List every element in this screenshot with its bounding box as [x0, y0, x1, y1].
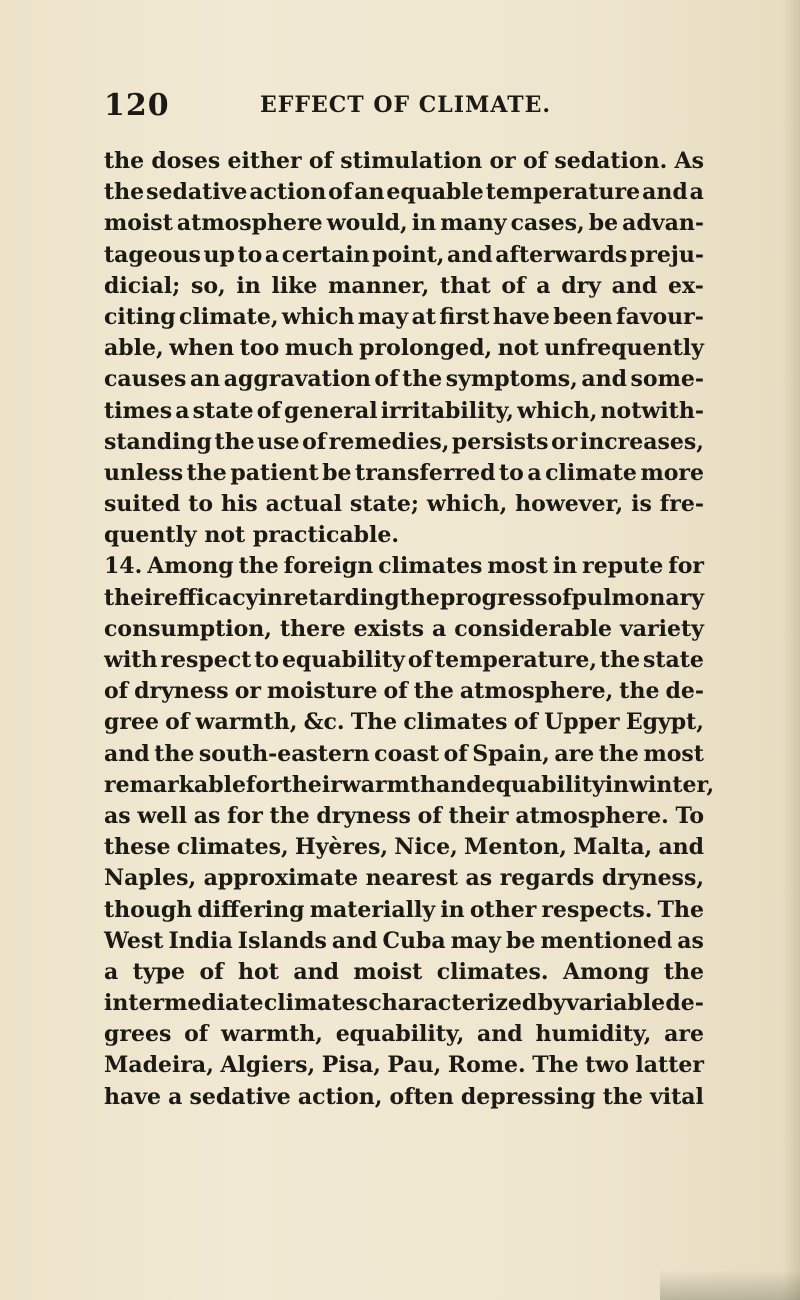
running-head: EFFECT OF CLIMATE.: [260, 92, 552, 118]
text-line: Naples, approximate nearest as regards dryness,: [104, 865, 704, 892]
text-line: West India Islands and Cuba may be mentioned as: [104, 927, 704, 954]
page-number: 120: [104, 88, 170, 123]
text-line: intermediate climates characterized by variable de-: [104, 990, 704, 1017]
page-edge-shadow: [782, 0, 800, 1300]
text-line: causes an aggravation of the symptoms, and some-: [104, 366, 704, 393]
text-line: consumption, there exists a considerable variety: [104, 615, 704, 642]
text-line: times a state of general irritability, which, notwith-: [104, 397, 704, 424]
text-line: suited to his actual state; which, however, is fre-: [104, 491, 704, 518]
page-corner-shadow: [660, 1270, 800, 1300]
text-line: remarkable for their warmth and equability in winter,: [104, 771, 715, 798]
text-line: though differing materially in other respects. The: [104, 896, 704, 923]
text-line: of dryness or moisture of the atmosphere, the de-: [104, 678, 704, 705]
text-line: grees of warmth, equability, and humidity, are: [104, 1021, 704, 1048]
text-line: 14. Among the foreign climates most in repute for: [104, 553, 704, 580]
text-line: these climates, Hyères, Nice, Menton, Malta, and: [104, 834, 704, 861]
text-line: able, when too much prolonged, not unfrequently: [104, 335, 704, 362]
text-line: unless the patient be transferred to a climate more: [104, 459, 704, 486]
text-line: and the south-eastern coast of Spain, are the most: [104, 740, 704, 767]
text-line: their efficacy in retarding the progress of pulmonary: [104, 584, 704, 611]
text-line: the sedative action of an equable temperature and a: [104, 179, 704, 206]
text-line: have a sedative action, often depressing the vital: [104, 1083, 704, 1110]
text-line: moist atmosphere would, in many cases, be advan-: [104, 210, 704, 237]
text-line: with respect to equability of temperature, the state: [104, 647, 704, 673]
text-line: tageous up to a certain point, and afterwards preju-: [104, 241, 704, 268]
text-line: a type of hot and moist climates. Among the: [104, 958, 704, 985]
text-line: quently not practicable.: [104, 522, 400, 549]
text-line: citing climate, which may at first have been favour-: [104, 303, 704, 330]
page-header: [104, 88, 704, 128]
text-line: gree of warmth, &c. The climates of Upper Egypt,: [104, 709, 704, 736]
text-line: Madeira, Algiers, Pisa, Pau, Rome. The two latter: [104, 1052, 704, 1079]
text-line: standing the use of remedies, persists or increases,: [104, 428, 704, 455]
text-line: dicial; so, in like manner, that of a dry and ex-: [104, 272, 704, 299]
text-line: as well as for the dryness of their atmosphere. To: [104, 802, 704, 829]
text-line: the doses either of stimulation or of sedation. As: [104, 148, 704, 174]
body-text: [104, 146, 715, 1113]
